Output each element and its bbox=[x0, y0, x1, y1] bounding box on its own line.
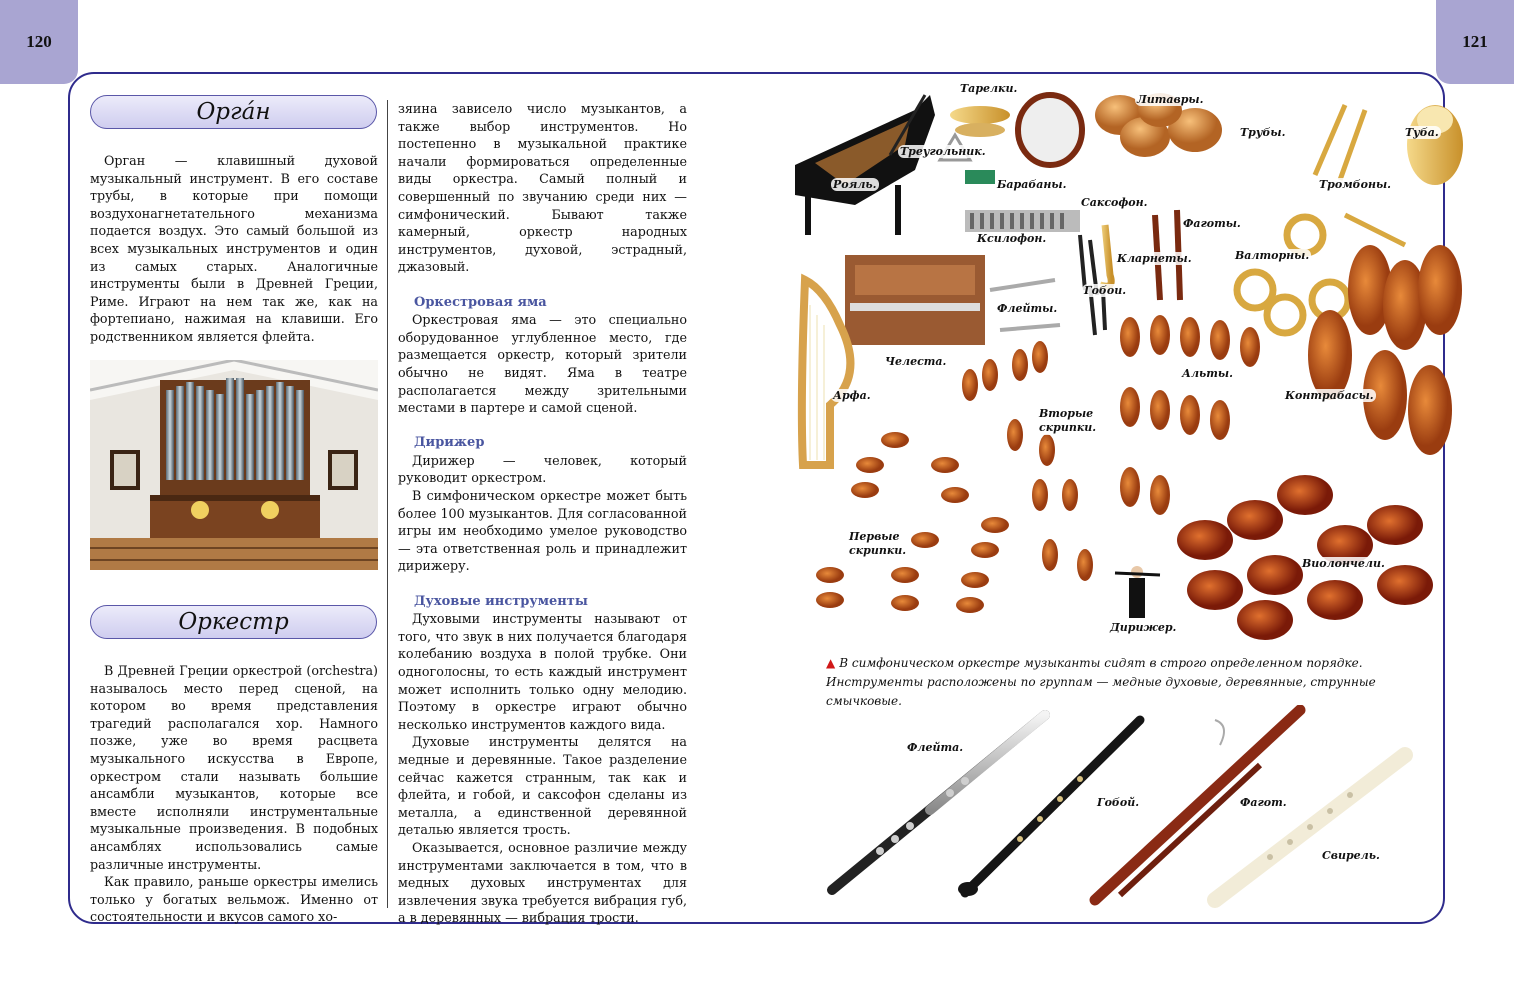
label-xylophone: Ксилофон. bbox=[977, 232, 1047, 245]
orchestra-seating-illustration bbox=[785, 75, 1475, 650]
label-triangle: Треугольник. bbox=[900, 145, 986, 158]
pit-heading: Оркестровая яма bbox=[414, 294, 547, 310]
grand-piano-icon bbox=[795, 95, 935, 235]
label-trombones: Тромбоны. bbox=[1319, 178, 1391, 191]
label-harp: Арфа. bbox=[833, 389, 871, 402]
label-conductor: Дирижер. bbox=[1110, 621, 1177, 634]
organ-heading bbox=[90, 95, 377, 129]
label-cellos: Виолончели. bbox=[1302, 557, 1385, 570]
label-timpani: Литавры. bbox=[1137, 93, 1204, 106]
label-double-basses: Контрабасы. bbox=[1285, 389, 1374, 402]
conductor-paragraph-2: В симфоническом оркестре может быть более 100 музыкантов. Для согласованной игры им необходимо умелое руководство — эта ответственная роль и принадлежит дирижеру. bbox=[398, 488, 687, 574]
orchestra-text-block bbox=[90, 662, 378, 926]
tuba-icon bbox=[1407, 105, 1463, 185]
conductor-heading: Дирижер bbox=[414, 435, 485, 451]
page-number-left: 120 bbox=[26, 32, 52, 51]
first-violins-icon bbox=[816, 432, 1009, 613]
wind-heading: Духовые инструменты bbox=[414, 593, 588, 609]
xylophone-icon bbox=[965, 210, 1080, 232]
orchestra-paragraph-3: зяина зависело число музыкантов, а также выбор инструментов. Но постепенно в музыкальной практике начали формироваться определенные виды оркестра. Самый полный и совершенный по звучанию среди них — симфонический. Бывают также камерный, оркестр народных инструментов, духовой, эстрадный, джазовый. bbox=[398, 101, 687, 275]
woodwind-illustration bbox=[820, 705, 1440, 920]
label-flutes: Флейты. bbox=[997, 302, 1058, 315]
orchestra-paragraph-1: В Древней Греции оркестрой (orchestra) называлось место перед сценой, на котором во время представления трагедий располагался хор. Намного позже, уже во время расцвета музыкального искусства в Европе, оркестром стали называть большие ансамбли музыкантов, которые все вместе исполняли инструментальные музыкальные произведения. В подобных ансамблях использовались самые различные инструменты. bbox=[90, 663, 378, 872]
label-oboe: Гобой. bbox=[1097, 796, 1140, 809]
wind-paragraph-3: Оказывается, основное различие между инструментами заключается в том, что в медных духовых инструментах для извлечения звука требуется вибрация губ, а в деревянных — вибрация трости. bbox=[398, 839, 687, 926]
organ-paragraph: Орган — клавишный духовой музыкальный инструмент. В его составе трубы, в которые при помощи воздухонагнетательного механизма подается воздух. Это самый большой из всех музыкальных инструментов и один из самых старых. Аналогичные инструменты были в Древней Греции, Риме. Играют на нем так же, как на фортепиано, нажимая на клавиши. Его родственником является флейта. bbox=[90, 153, 378, 344]
organ-photo bbox=[90, 360, 378, 570]
pit-paragraph: Оркестровая яма — это специально оборудованное углубленное место, где размещается оркестр, который зрители обычно не видят. Яма в театре располагается между зрительными местами в партере и самой сценой. bbox=[398, 312, 687, 416]
violas-icon bbox=[1120, 315, 1260, 515]
wind-paragraph-2: Духовые инструменты делятся на медные и деревянные. Такое разделение сейчас кажется странным, так как и флейта, и гобой, и саксофон сделаны из металла, а единственной деревянной деталью является трость. bbox=[398, 734, 687, 838]
harp-icon bbox=[802, 280, 851, 465]
label-piano: Рояль. bbox=[833, 178, 877, 191]
label-horns: Валторны. bbox=[1235, 249, 1310, 262]
orchestra-paragraph-2: Как правило, раньше оркестры имелись только у богатых вельмож. Именно от состоятельности и вкусов самого хо- bbox=[90, 874, 378, 925]
right-column-text bbox=[398, 100, 687, 927]
page-number-right: 121 bbox=[1462, 32, 1488, 51]
organ-title: Орга́н bbox=[196, 99, 271, 125]
cymbals-icon bbox=[950, 106, 1010, 137]
page-number-right-tab bbox=[1436, 0, 1514, 84]
caption-marker-icon: ▲ bbox=[826, 656, 836, 670]
label-trumpets: Трубы. bbox=[1240, 126, 1286, 139]
page-number-left-tab bbox=[0, 0, 78, 84]
caption-text: В симфоническом оркестре музыканты сидят в строго определенном порядке. Инструменты расположены по группам — медные духовые, деревянные, струнные смычковые. bbox=[826, 656, 1376, 708]
label-second-violins: Вторые скрипки. bbox=[1037, 407, 1099, 435]
trombones-icon bbox=[1315, 105, 1405, 245]
label-bassoon: Фагот. bbox=[1240, 796, 1287, 809]
conductor-paragraph-1: Дирижер — человек, который руководит оркестром. bbox=[398, 452, 687, 486]
label-recorder: Свирель. bbox=[1322, 849, 1380, 862]
double-basses-icon bbox=[1308, 245, 1462, 455]
label-violas: Альты. bbox=[1182, 367, 1233, 380]
label-flute: Флейта. bbox=[907, 741, 964, 754]
organ-text-block bbox=[90, 152, 378, 346]
label-drums: Барабаны. bbox=[997, 178, 1067, 191]
label-bassoons: Фаготы. bbox=[1183, 217, 1241, 230]
illustration-caption bbox=[826, 654, 1426, 711]
saxophone-icon bbox=[1100, 225, 1111, 286]
label-saxophone: Саксофон. bbox=[1081, 196, 1148, 209]
orchestra-heading bbox=[90, 605, 377, 639]
label-tuba: Туба. bbox=[1405, 126, 1439, 139]
label-cymbals: Тарелки. bbox=[960, 82, 1018, 95]
label-celesta: Челеста. bbox=[885, 355, 947, 368]
label-first-violins: Первые скрипки. bbox=[847, 530, 909, 558]
label-oboes: Гобои. bbox=[1084, 284, 1127, 297]
celesta-icon bbox=[845, 255, 985, 345]
label-clarinets: Кларнеты. bbox=[1117, 252, 1192, 265]
trumpets-icon bbox=[1240, 145, 1275, 190]
conductor-icon bbox=[1115, 566, 1160, 618]
wind-paragraph-1: Духовыми инструменты называют от того, что звук в них получается благодаря колебанию воздуха в полой трубке. Они одноголосны, то есть каждый инструмент может исполнить только одну мелодию. Поэтому в оркестре играют обычно несколько инструментов каждого вида. bbox=[398, 611, 687, 732]
orchestra-title: Оркестр bbox=[178, 609, 289, 635]
column-divider bbox=[387, 100, 388, 908]
